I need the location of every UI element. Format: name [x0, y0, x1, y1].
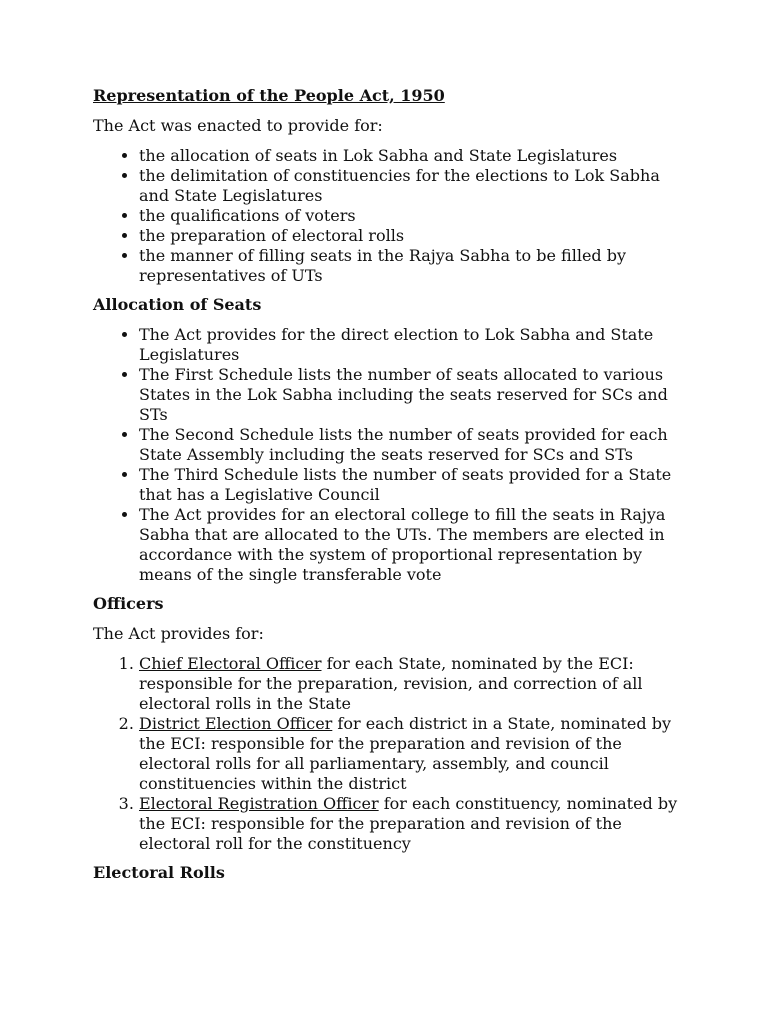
officer-description: for each State, nominated by the ECI: responsible for the preparation, revision, and correction of all electoral rolls in the State [139, 654, 643, 713]
officer-title: Electoral Registration Officer [139, 794, 379, 813]
officers-list [93, 654, 683, 854]
officer-description: for each constituency, nominated by the ECI: responsible for the preparation and revision of the electoral roll for the constituency [139, 794, 678, 853]
list-item: • the preparation of electoral rolls [139, 226, 683, 246]
list-item: • The Second Schedule lists the number of seats provided for each State Assembly including the seats reserved for SCs and STs [139, 425, 683, 465]
purposes-list [93, 146, 683, 286]
list-item: • The Act provides for an electoral college to fill the seats in Rajya Sabha that are allocated to the UTs. The members are elected in accordance with the system of proportional representation by means of the single transferable vote [139, 505, 683, 585]
list-item: • The Third Schedule lists the number of seats provided for a State that has a Legislative Council [139, 465, 683, 505]
officer-description: for each district in a State, nominated by the ECI: responsible for the preparation and revision of the electoral rolls for all parliamentary, assembly, and council constituencies within the district [139, 714, 671, 793]
document-title: Representation of the People Act, 1950 [93, 86, 445, 105]
officer-item [139, 654, 683, 714]
officer-item [139, 714, 683, 794]
list-item: • the delimitation of constituencies for the elections to Lok Sabha and State Legislatures [139, 166, 683, 206]
officer-item [139, 794, 683, 854]
officers-intro: The Act provides for: [93, 624, 264, 643]
officer-title: Chief Electoral Officer [139, 654, 322, 673]
list-item: • the allocation of seats in Lok Sabha and State Legislatures [139, 146, 683, 166]
allocation-list [93, 325, 683, 585]
list-item: • The First Schedule lists the number of seats allocated to various States in the Lok Sabha including the seats reserved for SCs and STs [139, 365, 683, 425]
officer-title: District Election Officer [139, 714, 333, 733]
electoral-rolls-heading: Electoral Rolls [93, 863, 225, 882]
document-page [93, 86, 683, 893]
officers-heading: Officers [93, 594, 164, 613]
list-item: • the manner of filling seats in the Rajya Sabha to be filled by representatives of UTs [139, 246, 683, 286]
list-item: • The Act provides for the direct election to Lok Sabha and State Legislatures [139, 325, 683, 365]
list-item: • the qualifications of voters [139, 206, 683, 226]
intro-text: The Act was enacted to provide for: [93, 116, 383, 135]
allocation-heading: Allocation of Seats [93, 295, 262, 314]
